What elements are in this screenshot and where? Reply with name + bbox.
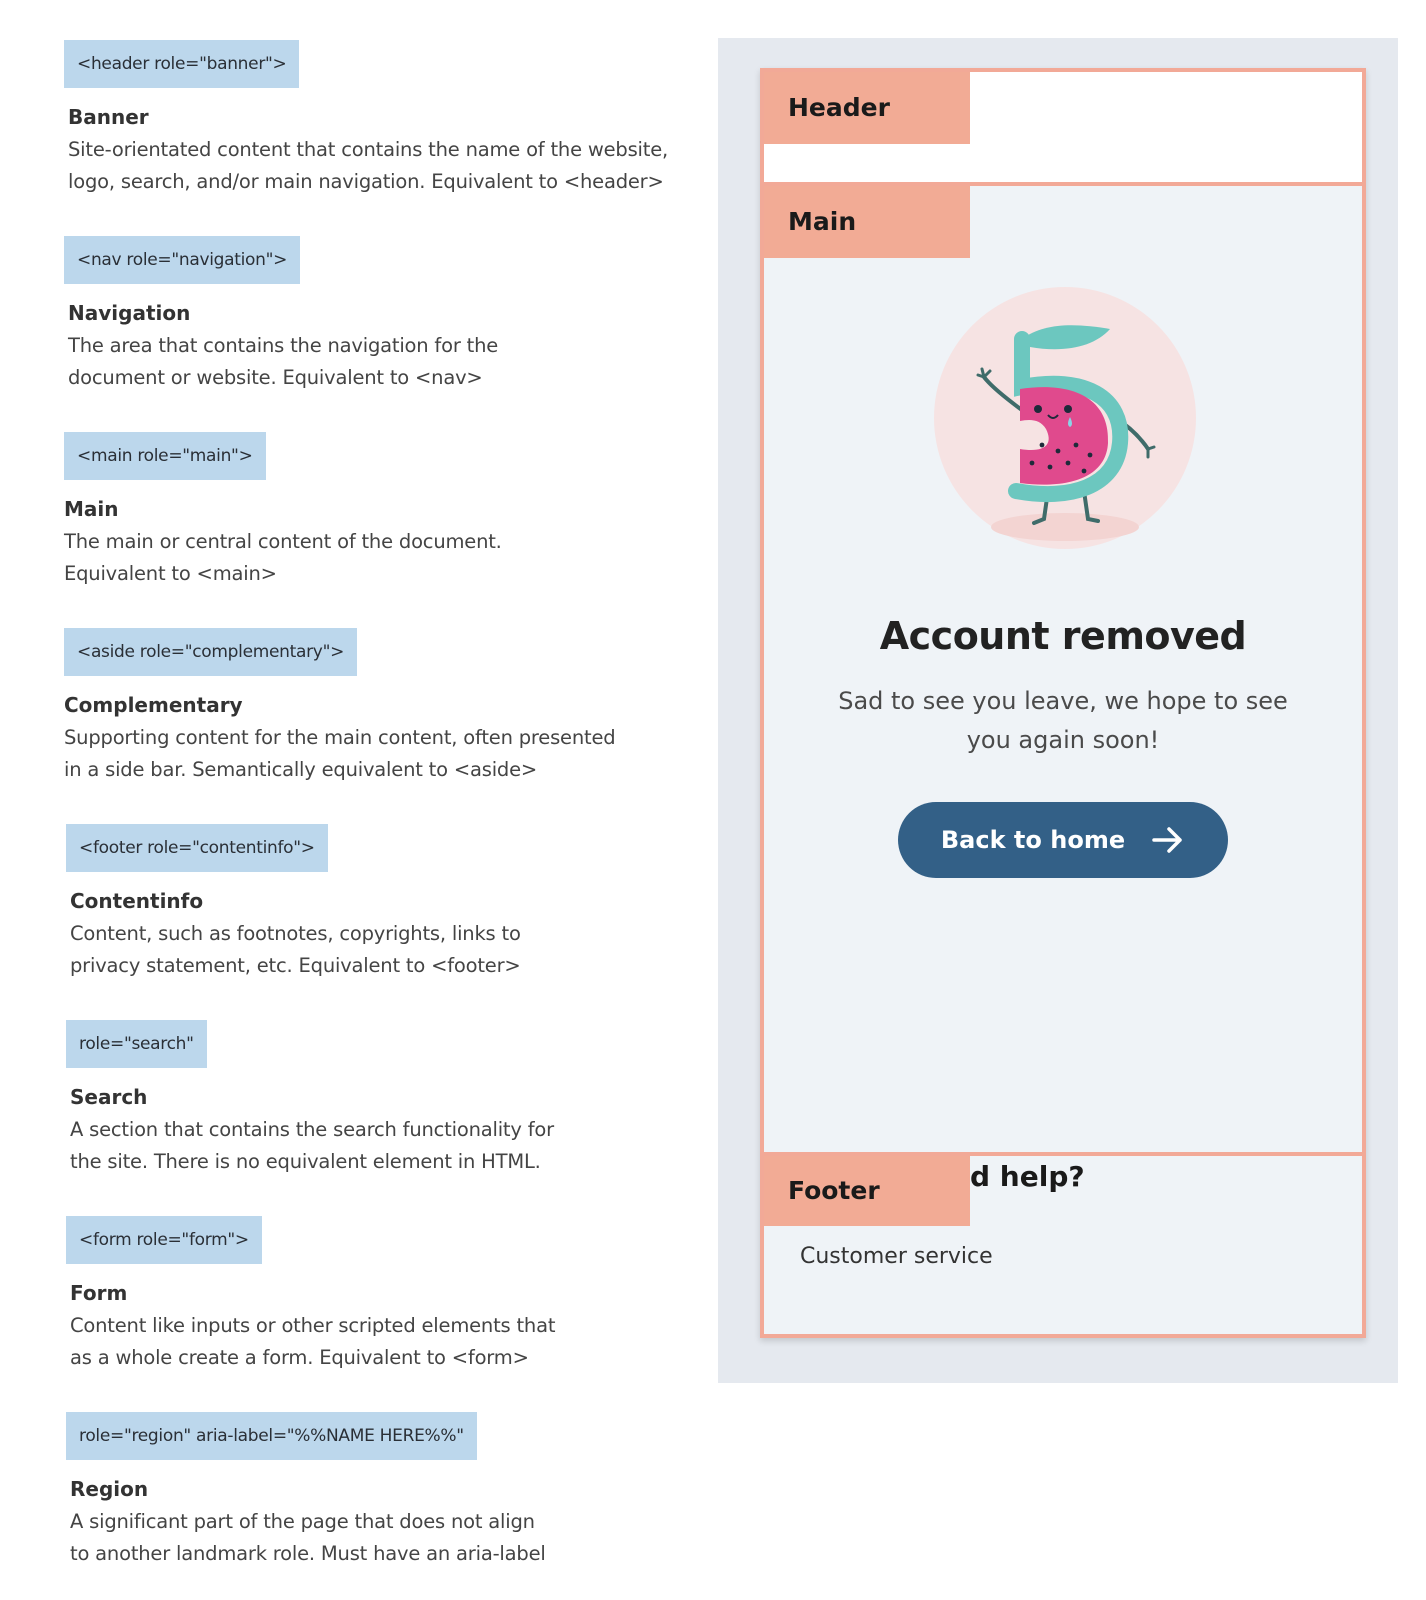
landmark-description: Supporting content for the main content, often presented in a side bar. Semantically equivalent to <aside>: [64, 726, 616, 781]
landmark-description: The main or central content of the document. Equivalent to <main>: [64, 530, 502, 585]
landmark-name: Main: [64, 497, 119, 521]
landmark-name: Form: [70, 1281, 128, 1305]
landmark-navigation: [64, 236, 498, 394]
landmark-tag: <header role="banner">: [64, 40, 299, 88]
page-mockup: [760, 68, 1366, 1338]
landmark-main: [64, 432, 502, 590]
landmark-contentinfo: [66, 824, 521, 982]
landmark-description: Site-orientated content that contains the name of the website, logo, search, and/or main navigation. Equivalent to <header>: [68, 138, 669, 193]
landmark-name: Region: [70, 1477, 149, 1501]
back-to-home-button[interactable]: [898, 802, 1228, 878]
landmark-tag: role="region" aria-label="%%NAME HERE%%": [66, 1412, 477, 1460]
header-region-label: Header: [764, 72, 970, 144]
landmark-tag: <main role="main">: [64, 432, 266, 480]
landmark-description: Content, such as footnotes, copyrights, links to privacy statement, etc. Equivalent to <footer>: [70, 922, 521, 977]
arrow-right-icon: [1151, 826, 1185, 854]
footer-region-label: Footer: [764, 1156, 970, 1226]
back-to-home-label: Back to home: [940, 826, 1126, 854]
sad-watermelon-illustration: [934, 287, 1196, 549]
page-title: Account removed: [879, 614, 1247, 658]
landmark-name: Contentinfo: [70, 889, 204, 913]
landmark-description: A section that contains the search functionality for the site. There is no equivalent element in HTML.: [70, 1118, 554, 1173]
landmark-name: Banner: [68, 105, 149, 129]
landmark-form: [66, 1216, 555, 1374]
main-region-label: Main: [764, 186, 970, 258]
landmark-tag: <aside role="complementary">: [64, 628, 357, 676]
landmark-region: [66, 1412, 546, 1570]
landmark-description: The area that contains the navigation for the document or website. Equivalent to <nav>: [68, 334, 499, 389]
landmark-search: [66, 1020, 554, 1178]
landmark-description: A significant part of the page that does not align to another landmark role. Must have an aria-label: [70, 1510, 546, 1565]
landmark-tag: <footer role="contentinfo">: [66, 824, 328, 872]
landmark-tag: role="search": [66, 1020, 207, 1068]
landmark-tag: <nav role="navigation">: [64, 236, 300, 284]
landmark-roles-list: [0, 0, 700, 1600]
landmark-tag: <form role="form">: [66, 1216, 262, 1264]
landmark-banner: [64, 40, 668, 198]
customer-service-link[interactable]: Customer service: [800, 1244, 993, 1269]
landmark-name: Navigation: [68, 301, 191, 325]
page-mockup-panel: [718, 38, 1398, 1383]
landmark-description: Content like inputs or other scripted elements that as a whole create a form. Equivalent to <form>: [70, 1314, 556, 1369]
landmark-name: Search: [70, 1085, 148, 1109]
footer-heading: d help?: [970, 1160, 1085, 1193]
page-subtitle: Sad to see you leave, we hope to see you again soon!: [838, 687, 1288, 754]
landmark-complementary: [64, 628, 615, 786]
landmark-name: Complementary: [64, 693, 243, 717]
